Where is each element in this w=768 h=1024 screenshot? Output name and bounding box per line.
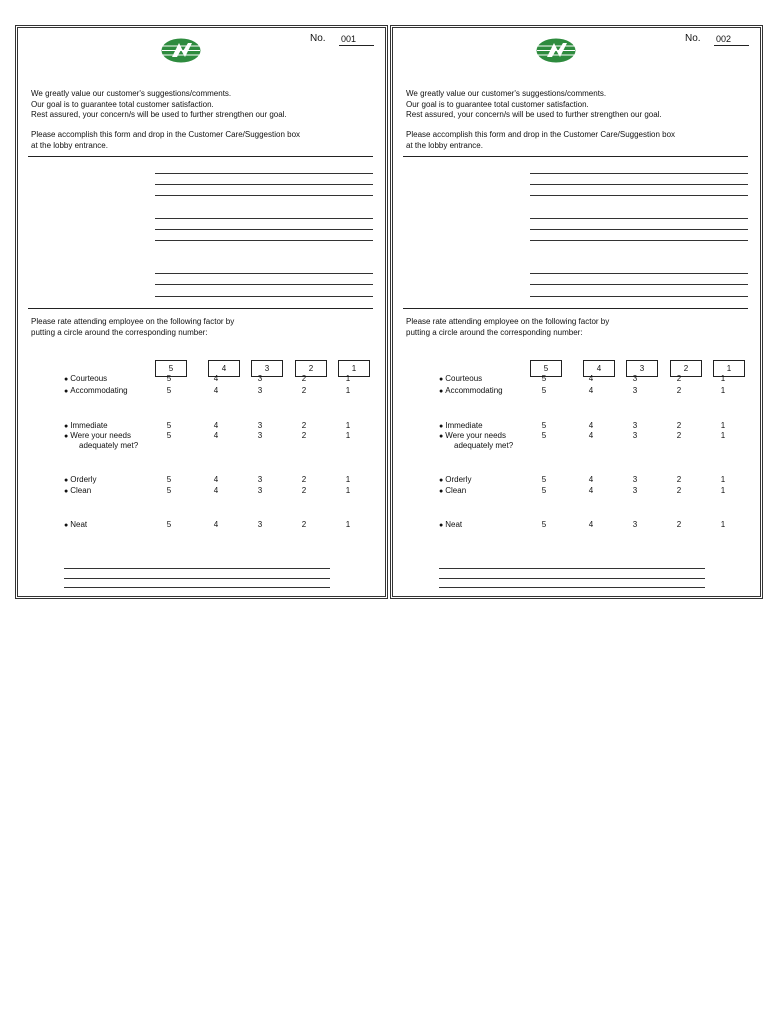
rating-option[interactable]: 1 <box>720 386 726 395</box>
bullet-icon: ● <box>64 376 69 383</box>
form-number-value: 002 <box>714 34 749 46</box>
bullet-icon: ● <box>64 522 69 529</box>
intro-line: We greatly value our customer's suggestions/comments. <box>406 89 607 98</box>
comment-write-line[interactable] <box>155 296 373 297</box>
signature-line[interactable] <box>64 568 330 569</box>
instructions-line: at the lobby entrance. <box>31 140 108 150</box>
rating-option[interactable]: 2 <box>301 475 307 484</box>
scale-header-3: 3 <box>251 360 283 377</box>
rating-option[interactable]: 5 <box>166 421 172 430</box>
rating-option[interactable]: 2 <box>676 431 682 440</box>
factor-label <box>64 475 96 486</box>
rating-option[interactable]: 1 <box>345 520 351 529</box>
company-logo-icon <box>536 38 576 63</box>
bullet-icon: ● <box>439 423 444 430</box>
rating-option[interactable]: 2 <box>301 486 307 495</box>
rating-option[interactable]: 4 <box>588 374 594 383</box>
rating-option[interactable]: 3 <box>257 520 263 529</box>
rating-option[interactable]: 5 <box>166 374 172 383</box>
section-divider <box>403 156 748 157</box>
bullet-icon: ● <box>64 488 69 495</box>
rating-option[interactable]: 5 <box>166 431 172 440</box>
bullet-icon: ● <box>439 477 444 484</box>
factor-name: Were your needs <box>70 431 132 440</box>
comment-write-line[interactable] <box>155 229 373 230</box>
instructions-line: Please accomplish this form and drop in the Customer Care/Suggestion box <box>31 130 301 139</box>
suggestion-form-1 <box>15 25 388 599</box>
comment-write-line[interactable] <box>530 173 748 174</box>
form-number-label: No. <box>310 33 326 44</box>
comment-write-line[interactable] <box>530 184 748 185</box>
intro-line: Rest assured, your concern/s will be used to further strengthen our goal. <box>406 110 662 119</box>
rating-option[interactable]: 1 <box>345 421 351 430</box>
scale-header-5: 5 <box>530 360 562 377</box>
rating-option[interactable]: 1 <box>345 386 351 395</box>
comment-write-line[interactable] <box>155 195 373 196</box>
factor-name: Courteous <box>445 374 483 383</box>
signature-line[interactable] <box>439 578 705 579</box>
signature-line[interactable] <box>439 587 705 588</box>
intro-text <box>406 89 662 121</box>
rating-instructions-line: Please rate attending employee on the following factor by <box>31 317 235 326</box>
instructions-text <box>31 130 300 151</box>
intro-line: Our goal is to guarantee total customer satisfaction. <box>406 99 589 109</box>
rating-option[interactable]: 5 <box>541 475 547 484</box>
bullet-icon: ● <box>439 388 444 395</box>
form-number-value: 001 <box>339 34 374 46</box>
rating-option[interactable]: 1 <box>720 431 726 440</box>
scale-header-4: 4 <box>208 360 240 377</box>
rating-option[interactable]: 3 <box>632 520 638 529</box>
rating-option[interactable]: 2 <box>676 421 682 430</box>
rating-option[interactable]: 4 <box>588 475 594 484</box>
factor-label <box>64 520 87 531</box>
factor-name: Neat <box>70 520 88 529</box>
rating-option[interactable]: 4 <box>588 421 594 430</box>
rating-option[interactable]: 4 <box>213 431 219 440</box>
rating-instructions-line: Please rate attending employee on the following factor by <box>406 317 610 326</box>
section-divider <box>403 308 748 309</box>
bullet-icon: ● <box>64 433 69 440</box>
rating-option[interactable]: 4 <box>588 386 594 395</box>
factor-name: Neat <box>445 520 463 529</box>
rating-option[interactable]: 4 <box>213 374 219 383</box>
rating-option[interactable]: 3 <box>257 486 263 495</box>
rating-option[interactable]: 2 <box>676 374 682 383</box>
comment-write-line[interactable] <box>530 240 748 241</box>
factor-name: Immediate <box>70 421 108 430</box>
scale-header-3: 3 <box>626 360 658 377</box>
comment-write-line[interactable] <box>530 195 748 196</box>
bullet-icon: ● <box>439 488 444 495</box>
rating-option[interactable]: 5 <box>541 421 547 430</box>
scale-header-2: 2 <box>670 360 702 377</box>
rating-option[interactable]: 5 <box>541 374 547 383</box>
factor-label <box>64 486 91 497</box>
comment-write-line[interactable] <box>155 273 373 274</box>
comment-write-line[interactable] <box>530 296 748 297</box>
rating-option[interactable]: 2 <box>301 520 307 529</box>
factor-sublabel: adequately met? <box>454 441 514 450</box>
comment-write-line[interactable] <box>530 284 748 285</box>
factor-name: Orderly <box>445 475 472 484</box>
comment-write-line[interactable] <box>530 229 748 230</box>
scale-header-5: 5 <box>155 360 187 377</box>
rating-option[interactable]: 1 <box>720 421 726 430</box>
scale-header-1: 1 <box>338 360 370 377</box>
rating-option[interactable]: 3 <box>257 374 263 383</box>
intro-line: Rest assured, your concern/s will be used to further strengthen our goal. <box>31 110 287 119</box>
rating-option[interactable]: 5 <box>541 486 547 495</box>
rating-option[interactable]: 4 <box>588 431 594 440</box>
rating-option[interactable]: 2 <box>676 486 682 495</box>
signature-line[interactable] <box>439 568 705 569</box>
rating-option[interactable]: 1 <box>720 475 726 484</box>
rating-option[interactable]: 4 <box>588 486 594 495</box>
rating-option[interactable]: 2 <box>301 374 307 383</box>
rating-option[interactable]: 1 <box>345 431 351 440</box>
rating-option[interactable]: 3 <box>257 386 263 395</box>
rating-option[interactable]: 3 <box>632 475 638 484</box>
rating-instructions <box>406 317 609 338</box>
comment-write-line[interactable] <box>155 284 373 285</box>
factor-name: Immediate <box>445 421 483 430</box>
rating-option[interactable]: 3 <box>257 475 263 484</box>
rating-option[interactable]: 4 <box>213 421 219 430</box>
comment-write-line[interactable] <box>155 240 373 241</box>
rating-option[interactable]: 1 <box>345 486 351 495</box>
section-divider <box>28 156 373 157</box>
factor-name: Courteous <box>70 374 108 383</box>
bullet-icon: ● <box>64 477 69 484</box>
suggestion-form-2 <box>390 25 763 599</box>
comment-write-line[interactable] <box>530 218 748 219</box>
instructions-line: Please accomplish this form and drop in the Customer Care/Suggestion box <box>406 130 676 139</box>
rating-option[interactable]: 5 <box>166 386 172 395</box>
intro-line: Our goal is to guarantee total customer satisfaction. <box>31 99 214 109</box>
rating-option[interactable]: 4 <box>213 475 219 484</box>
rating-option[interactable]: 2 <box>301 386 307 395</box>
rating-option[interactable]: 2 <box>676 386 682 395</box>
rating-instructions-line: putting a circle around the corresponding number: <box>406 327 583 337</box>
intro-text <box>31 89 287 121</box>
factor-label <box>64 386 128 397</box>
rating-option[interactable]: 4 <box>213 386 219 395</box>
factor-name: Clean <box>70 486 92 495</box>
comment-write-line[interactable] <box>155 218 373 219</box>
rating-option[interactable]: 1 <box>345 475 351 484</box>
factor-name: Were your needs <box>445 431 507 440</box>
factor-label <box>439 374 482 385</box>
scale-header-4: 4 <box>583 360 615 377</box>
rating-option[interactable]: 5 <box>541 386 547 395</box>
factor-label <box>439 386 503 397</box>
rating-instructions-line: putting a circle around the corresponding number: <box>31 327 208 337</box>
section-divider <box>28 308 373 309</box>
rating-option[interactable]: 1 <box>720 520 726 529</box>
bullet-icon: ● <box>64 423 69 430</box>
rating-option[interactable]: 5 <box>166 475 172 484</box>
rating-instructions <box>31 317 234 338</box>
rating-option[interactable]: 3 <box>632 386 638 395</box>
bullet-icon: ● <box>64 388 69 395</box>
rating-option[interactable]: 3 <box>632 421 638 430</box>
comment-write-line[interactable] <box>155 173 373 174</box>
form-number-label: No. <box>685 33 701 44</box>
comment-write-line[interactable] <box>530 273 748 274</box>
rating-option[interactable]: 3 <box>632 431 638 440</box>
instructions-text <box>406 130 675 151</box>
rating-option[interactable]: 3 <box>632 486 638 495</box>
scale-header-1: 1 <box>713 360 745 377</box>
instructions-line: at the lobby entrance. <box>406 140 483 150</box>
scale-header-2: 2 <box>295 360 327 377</box>
rating-option[interactable]: 3 <box>257 421 263 430</box>
factor-label <box>64 374 107 385</box>
rating-option[interactable]: 1 <box>720 486 726 495</box>
signature-line[interactable] <box>64 578 330 579</box>
rating-option[interactable]: 4 <box>213 486 219 495</box>
rating-option[interactable]: 4 <box>213 520 219 529</box>
intro-line: We greatly value our customer's suggestions/comments. <box>31 89 232 98</box>
rating-option[interactable]: 1 <box>720 374 726 383</box>
rating-option[interactable]: 1 <box>345 374 351 383</box>
rating-option[interactable]: 2 <box>676 475 682 484</box>
bullet-icon: ● <box>439 522 444 529</box>
bullet-icon: ● <box>439 433 444 440</box>
bullet-icon: ● <box>439 376 444 383</box>
rating-option[interactable]: 5 <box>541 520 547 529</box>
rating-option[interactable]: 4 <box>588 520 594 529</box>
comment-write-line[interactable] <box>155 184 373 185</box>
factor-label <box>439 486 466 497</box>
rating-option[interactable]: 3 <box>632 374 638 383</box>
rating-option[interactable]: 5 <box>166 486 172 495</box>
factor-name: Accommodating <box>70 386 128 395</box>
rating-option[interactable]: 2 <box>676 520 682 529</box>
signature-line[interactable] <box>64 587 330 588</box>
factor-label <box>439 520 462 531</box>
rating-option[interactable]: 3 <box>257 431 263 440</box>
rating-option[interactable]: 5 <box>166 520 172 529</box>
rating-option[interactable]: 2 <box>301 431 307 440</box>
rating-option[interactable]: 5 <box>541 431 547 440</box>
factor-sublabel: adequately met? <box>79 441 139 450</box>
factor-name: Clean <box>445 486 467 495</box>
factor-label <box>439 475 471 486</box>
rating-option[interactable]: 2 <box>301 421 307 430</box>
factor-name: Orderly <box>70 475 97 484</box>
company-logo-icon <box>161 38 201 63</box>
factor-name: Accommodating <box>445 386 503 395</box>
